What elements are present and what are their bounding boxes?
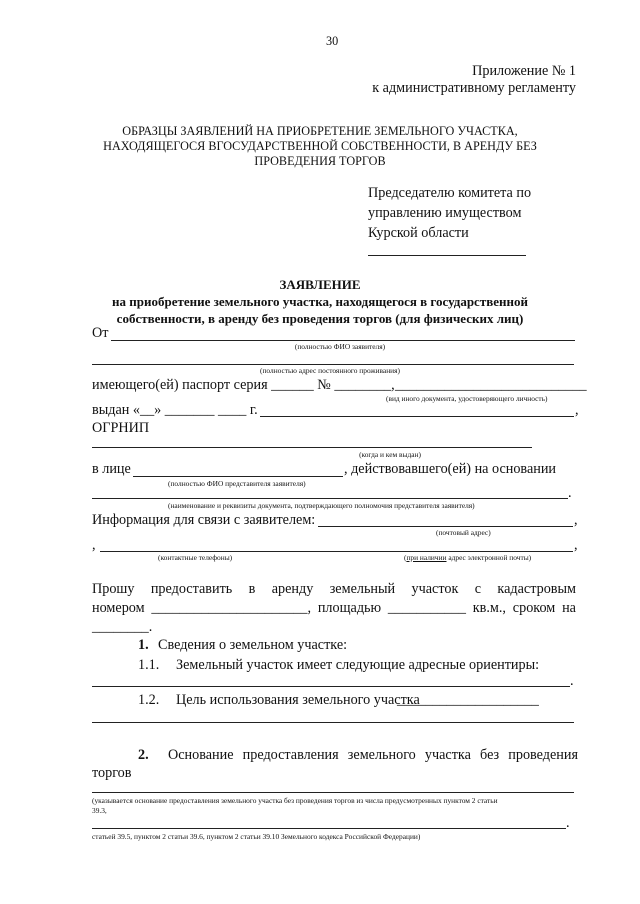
issued-label: выдан «__» _______ ____ г.	[92, 402, 258, 418]
passport-label: имеющего(ей) паспорт серия ______ № ________,	[92, 377, 395, 393]
section2-number: 2.	[138, 747, 149, 763]
other-document-hint: (вид иного документа, удостоверяющего личность)	[386, 394, 548, 403]
basis-field-continued[interactable]	[92, 828, 566, 829]
basis-hint-line3: статьей 39.5, пунктом 2 статьи 39.6, пунктом 2 статьи 39.10 Земельного кодекса Российской Федерации)	[92, 832, 421, 841]
addressee-line1: Председателю комитета по	[368, 185, 532, 201]
lease-term-field[interactable]: ________.	[92, 619, 153, 635]
ogrnip-label: ОГРНИП	[92, 420, 150, 436]
address-landmarks-field[interactable]	[92, 686, 570, 687]
email-hint: (при наличии адрес электронной почты)	[404, 553, 532, 562]
basis-period: .	[566, 815, 570, 831]
item-1-2-text: Цель использования земельного участка	[176, 692, 420, 708]
area-field[interactable]: ___________	[387, 600, 466, 616]
phones-hint: (контактные телефоны)	[158, 553, 233, 562]
representative-hint: (полностью ФИО представителя заявителя)	[168, 479, 306, 488]
appendix-line2: к административному регламенту	[372, 80, 576, 96]
issued-hint: (когда и кем выдан)	[359, 450, 421, 459]
document-subtitle-line1: на приобретение земельного участка, находящегося в государственной	[112, 294, 528, 309]
heading-line2: НАХОДЯЩЕГОСЯ ВГОСУДАРСТВЕННОЙ СОБСТВЕННОСТИ, В АРЕНДУ БЕЗ	[103, 139, 537, 153]
issued-by-field[interactable]	[260, 416, 574, 417]
addressee-line2: управлению имуществом	[368, 205, 522, 221]
item-1-1-text: Земельный участок имеет следующие адресные ориентиры:	[176, 657, 540, 673]
request-line2: номером ______________________, площадью ___________ кв.м., сроком на	[92, 600, 576, 616]
document-title: ЗАЯВЛЕНИЕ	[279, 277, 361, 292]
authority-period: .	[568, 485, 572, 501]
document-subtitle-line2: собственности, в аренду без проведения торгов (для физических лиц)	[116, 311, 524, 326]
addressee-line3: Курской области	[368, 225, 469, 241]
page-number: 30	[326, 34, 339, 48]
address-hint: (полностью адрес постоянного проживания)	[260, 366, 400, 375]
phones-comma: ,	[92, 537, 96, 553]
authority-document-hint: (наименование и реквизиты документа, подтверждающего полномочия представителя заявителя)	[168, 501, 475, 510]
representative-basis-label: , действовавшего(ей) на основании	[344, 461, 557, 477]
appendix-line1: Приложение № 1	[472, 63, 576, 79]
contact-comma: ,	[574, 512, 578, 528]
other-document-field[interactable]: ___________________________	[395, 377, 587, 393]
from-label: От	[92, 325, 109, 341]
item-1-2-number: 1.2.	[138, 692, 160, 708]
authority-document-field[interactable]	[92, 498, 568, 499]
section1-number: 1.	[138, 637, 149, 653]
item-1-1-period: .	[570, 673, 574, 689]
postal-address-hint: (почтовый адрес)	[436, 528, 491, 537]
phones-email-field[interactable]	[100, 551, 573, 552]
basis-field[interactable]	[92, 792, 574, 793]
section2-text-line2: торгов	[92, 765, 132, 781]
applicant-fio-field[interactable]	[111, 340, 575, 341]
contact-label: Информация для связи с заявителем:	[92, 512, 316, 528]
land-use-purpose-continued-field[interactable]	[92, 722, 574, 723]
section1-title: Сведения о земельном участке:	[158, 637, 348, 653]
basis-hint-line1: (указывается основание предоставления земельного участка без проведения торгов из числа предусмотренных пунктом 2 статьи	[92, 796, 498, 805]
land-use-purpose-field[interactable]: ____________________	[397, 692, 539, 708]
heading-line3: ПРОВЕДЕНИЯ ТОРГОВ	[254, 154, 386, 168]
ogrnip-field[interactable]	[92, 447, 532, 448]
representative-label: в лице	[92, 461, 131, 477]
section2-text: Основание предоставления земельного участка без проведения	[168, 747, 578, 763]
cadastral-number-field[interactable]: ______________________,	[151, 600, 312, 616]
postal-address-field[interactable]	[318, 526, 573, 527]
fio-hint: (полностью ФИО заявителя)	[294, 342, 386, 351]
applicant-address-field[interactable]	[92, 364, 574, 365]
addressee-signature-line	[368, 255, 526, 256]
issued-comma: ,	[575, 402, 579, 418]
item-1-1-number: 1.1.	[138, 657, 160, 673]
representative-fio-field[interactable]	[133, 476, 343, 477]
email-comma: ,	[574, 537, 578, 553]
request-line1: Прошу предоставить в аренду земельный участок с кадастровым	[92, 581, 576, 597]
basis-hint-line2: 39.3,	[92, 806, 107, 815]
heading-line1: ОБРАЗЦЫ ЗАЯВЛЕНИЙ НА ПРИОБРЕТЕНИЕ ЗЕМЕЛЬНОГО УЧАСТКА,	[122, 124, 518, 138]
